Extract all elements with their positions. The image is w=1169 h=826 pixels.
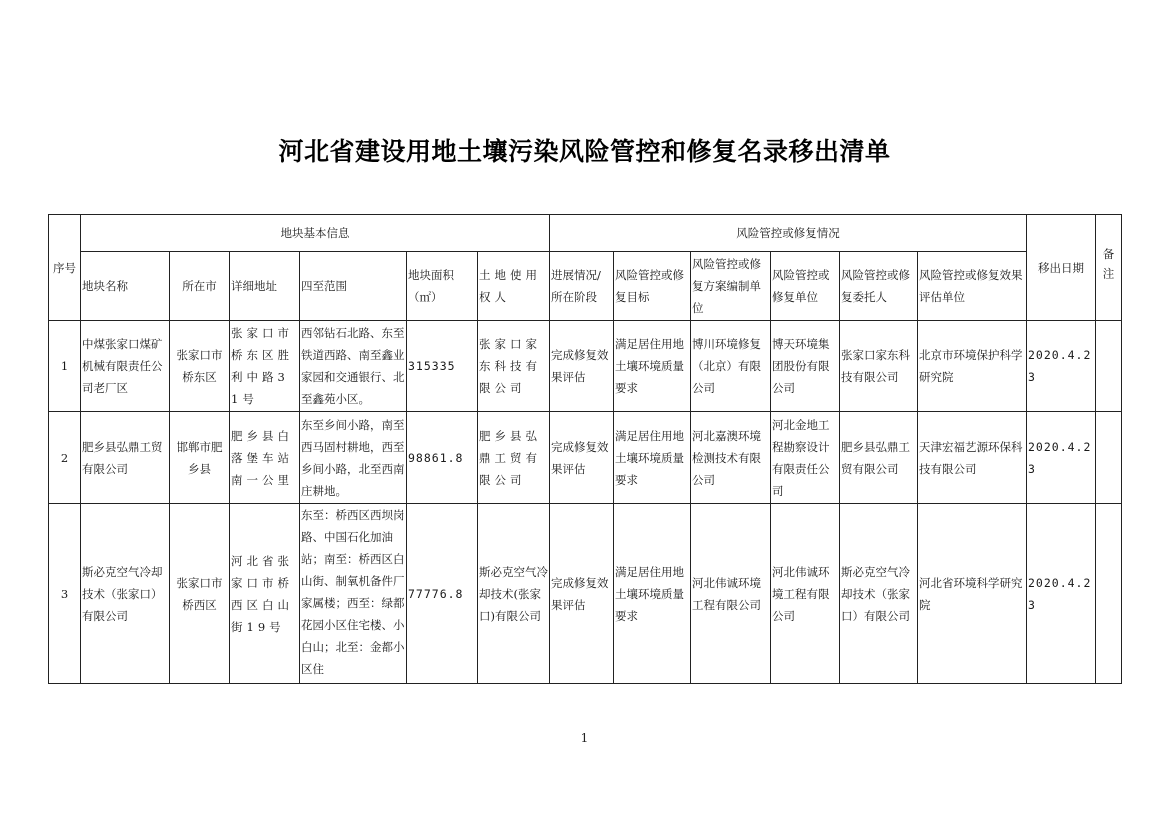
cell-boundaries: 东至：桥西区西坝岗路、中国石化加油站；南至：桥西区白山街、制氧机备件厂家属楼；西至：绿都花园小区住宅楼、小白山；北至：金都小区住 [300,504,407,684]
cell-area: 98861.8 [407,412,478,504]
cell-progress: 完成修复效果评估 [550,412,614,504]
cell-plan-unit: 河北伟诚环境工程有限公司 [691,504,771,684]
cell-remarks [1096,321,1122,412]
header-col-area: 地块面积（㎡） [407,252,478,321]
cell-client: 张家口家东科技有限公司 [840,321,918,412]
header-col-progress: 进展情况/所在阶段 [550,252,614,321]
cell-index: 1 [49,321,81,412]
header-row-columns [49,252,1122,321]
header-removal-date: 移出日期 [1027,215,1096,321]
header-col-boundaries: 四至范围 [300,252,407,321]
header-col-remediation-unit: 风险管控或修复单位 [771,252,840,321]
cell-plan-unit: 博川环境修复（北京）有限公司 [691,321,771,412]
cell-target: 满足居住用地土壤环境质量要求 [614,412,691,504]
cell-evaluation-unit: 河北省环境科学研究院 [918,504,1027,684]
cell-city: 邯郸市肥乡县 [170,412,230,504]
cell-client: 肥乡县弘鼎工贸有限公司 [840,412,918,504]
header-col-client: 风险管控或修复委托人 [840,252,918,321]
cell-target: 满足居住用地土壤环境质量要求 [614,504,691,684]
header-col-plan-unit: 风险管控或修复方案编制单位 [691,252,771,321]
cell-city: 张家口市桥东区 [170,321,230,412]
cell-evaluation-unit: 天津宏福艺源环保科技有限公司 [918,412,1027,504]
document-title: 河北省建设用地土壤污染风险管控和修复名录移出清单 [278,137,891,166]
cell-land-user: 斯必克空气冷却技术(张家口)有限公司 [478,504,550,684]
cell-plan-unit: 河北嘉澳环境检测技术有限公司 [691,412,771,504]
cell-land-user: 肥乡县弘鼎工贸有限公司 [478,412,550,504]
cell-boundaries: 西邻钻石北路、东至铁道西路、南至鑫业家园和交通银行、北至鑫苑小区。 [300,321,407,412]
cell-address: 张家口市桥东区胜利中路31号 [230,321,300,412]
cell-remediation-unit: 河北伟诚环境工程有限公司 [771,504,840,684]
cell-land-user: 张家口家东科技有限公司 [478,321,550,412]
cell-remediation-unit: 河北金地工程勘察设计有限责任公司 [771,412,840,504]
header-index: 序号 [49,215,81,321]
cell-address: 肥乡县白落堡车站南一公里 [230,412,300,504]
table-row [49,321,1122,412]
cell-removal-date: 2020.4.23 [1027,321,1096,412]
cell-remarks [1096,504,1122,684]
cell-index: 2 [49,412,81,504]
header-col-target: 风险管控或修复目标 [614,252,691,321]
header-col-name: 地块名称 [81,252,170,321]
cell-evaluation-unit: 北京市环境保护科学研究院 [918,321,1027,412]
cell-name: 斯必克空气冷却技术（张家口）有限公司 [81,504,170,684]
cell-area: 315335 [407,321,478,412]
header-col-land-user: 土地使用权人 [478,252,550,321]
header-col-evaluation-unit: 风险管控或修复效果评估单位 [918,252,1027,321]
cell-index: 3 [49,504,81,684]
cell-area: 77776.8 [407,504,478,684]
cell-name: 肥乡县弘鼎工贸有限公司 [81,412,170,504]
header-remarks: 备注 [1096,215,1122,321]
header-col-address: 详细地址 [230,252,300,321]
cell-remarks [1096,412,1122,504]
cell-name: 中煤张家口煤矿机械有限责任公司老厂区 [81,321,170,412]
page-number: 1 [580,731,589,745]
cell-remediation-unit: 博天环境集团股份有限公司 [771,321,840,412]
header-row-group [49,215,1122,252]
header-col-city: 所在市 [170,252,230,321]
cell-removal-date: 2020.4.23 [1027,412,1096,504]
header-basic-info: 地块基本信息 [81,215,550,252]
table-row [49,504,1122,684]
table-row [49,412,1122,504]
cell-client: 斯必克空气冷却技术（张家口）有限公司 [840,504,918,684]
cell-removal-date: 2020.4.23 [1027,504,1096,684]
cell-progress: 完成修复效果评估 [550,321,614,412]
removal-list-table [48,214,1122,684]
cell-boundaries: 东至乡间小路，南至西马固村耕地，西至乡间小路，北至西南庄耕地。 [300,412,407,504]
cell-target: 满足居住用地土壤环境质量要求 [614,321,691,412]
header-risk-control: 风险管控或修复情况 [550,215,1027,252]
cell-city: 张家口市桥西区 [170,504,230,684]
cell-progress: 完成修复效果评估 [550,504,614,684]
cell-address: 河北省张家口市桥西区白山街19号 [230,504,300,684]
